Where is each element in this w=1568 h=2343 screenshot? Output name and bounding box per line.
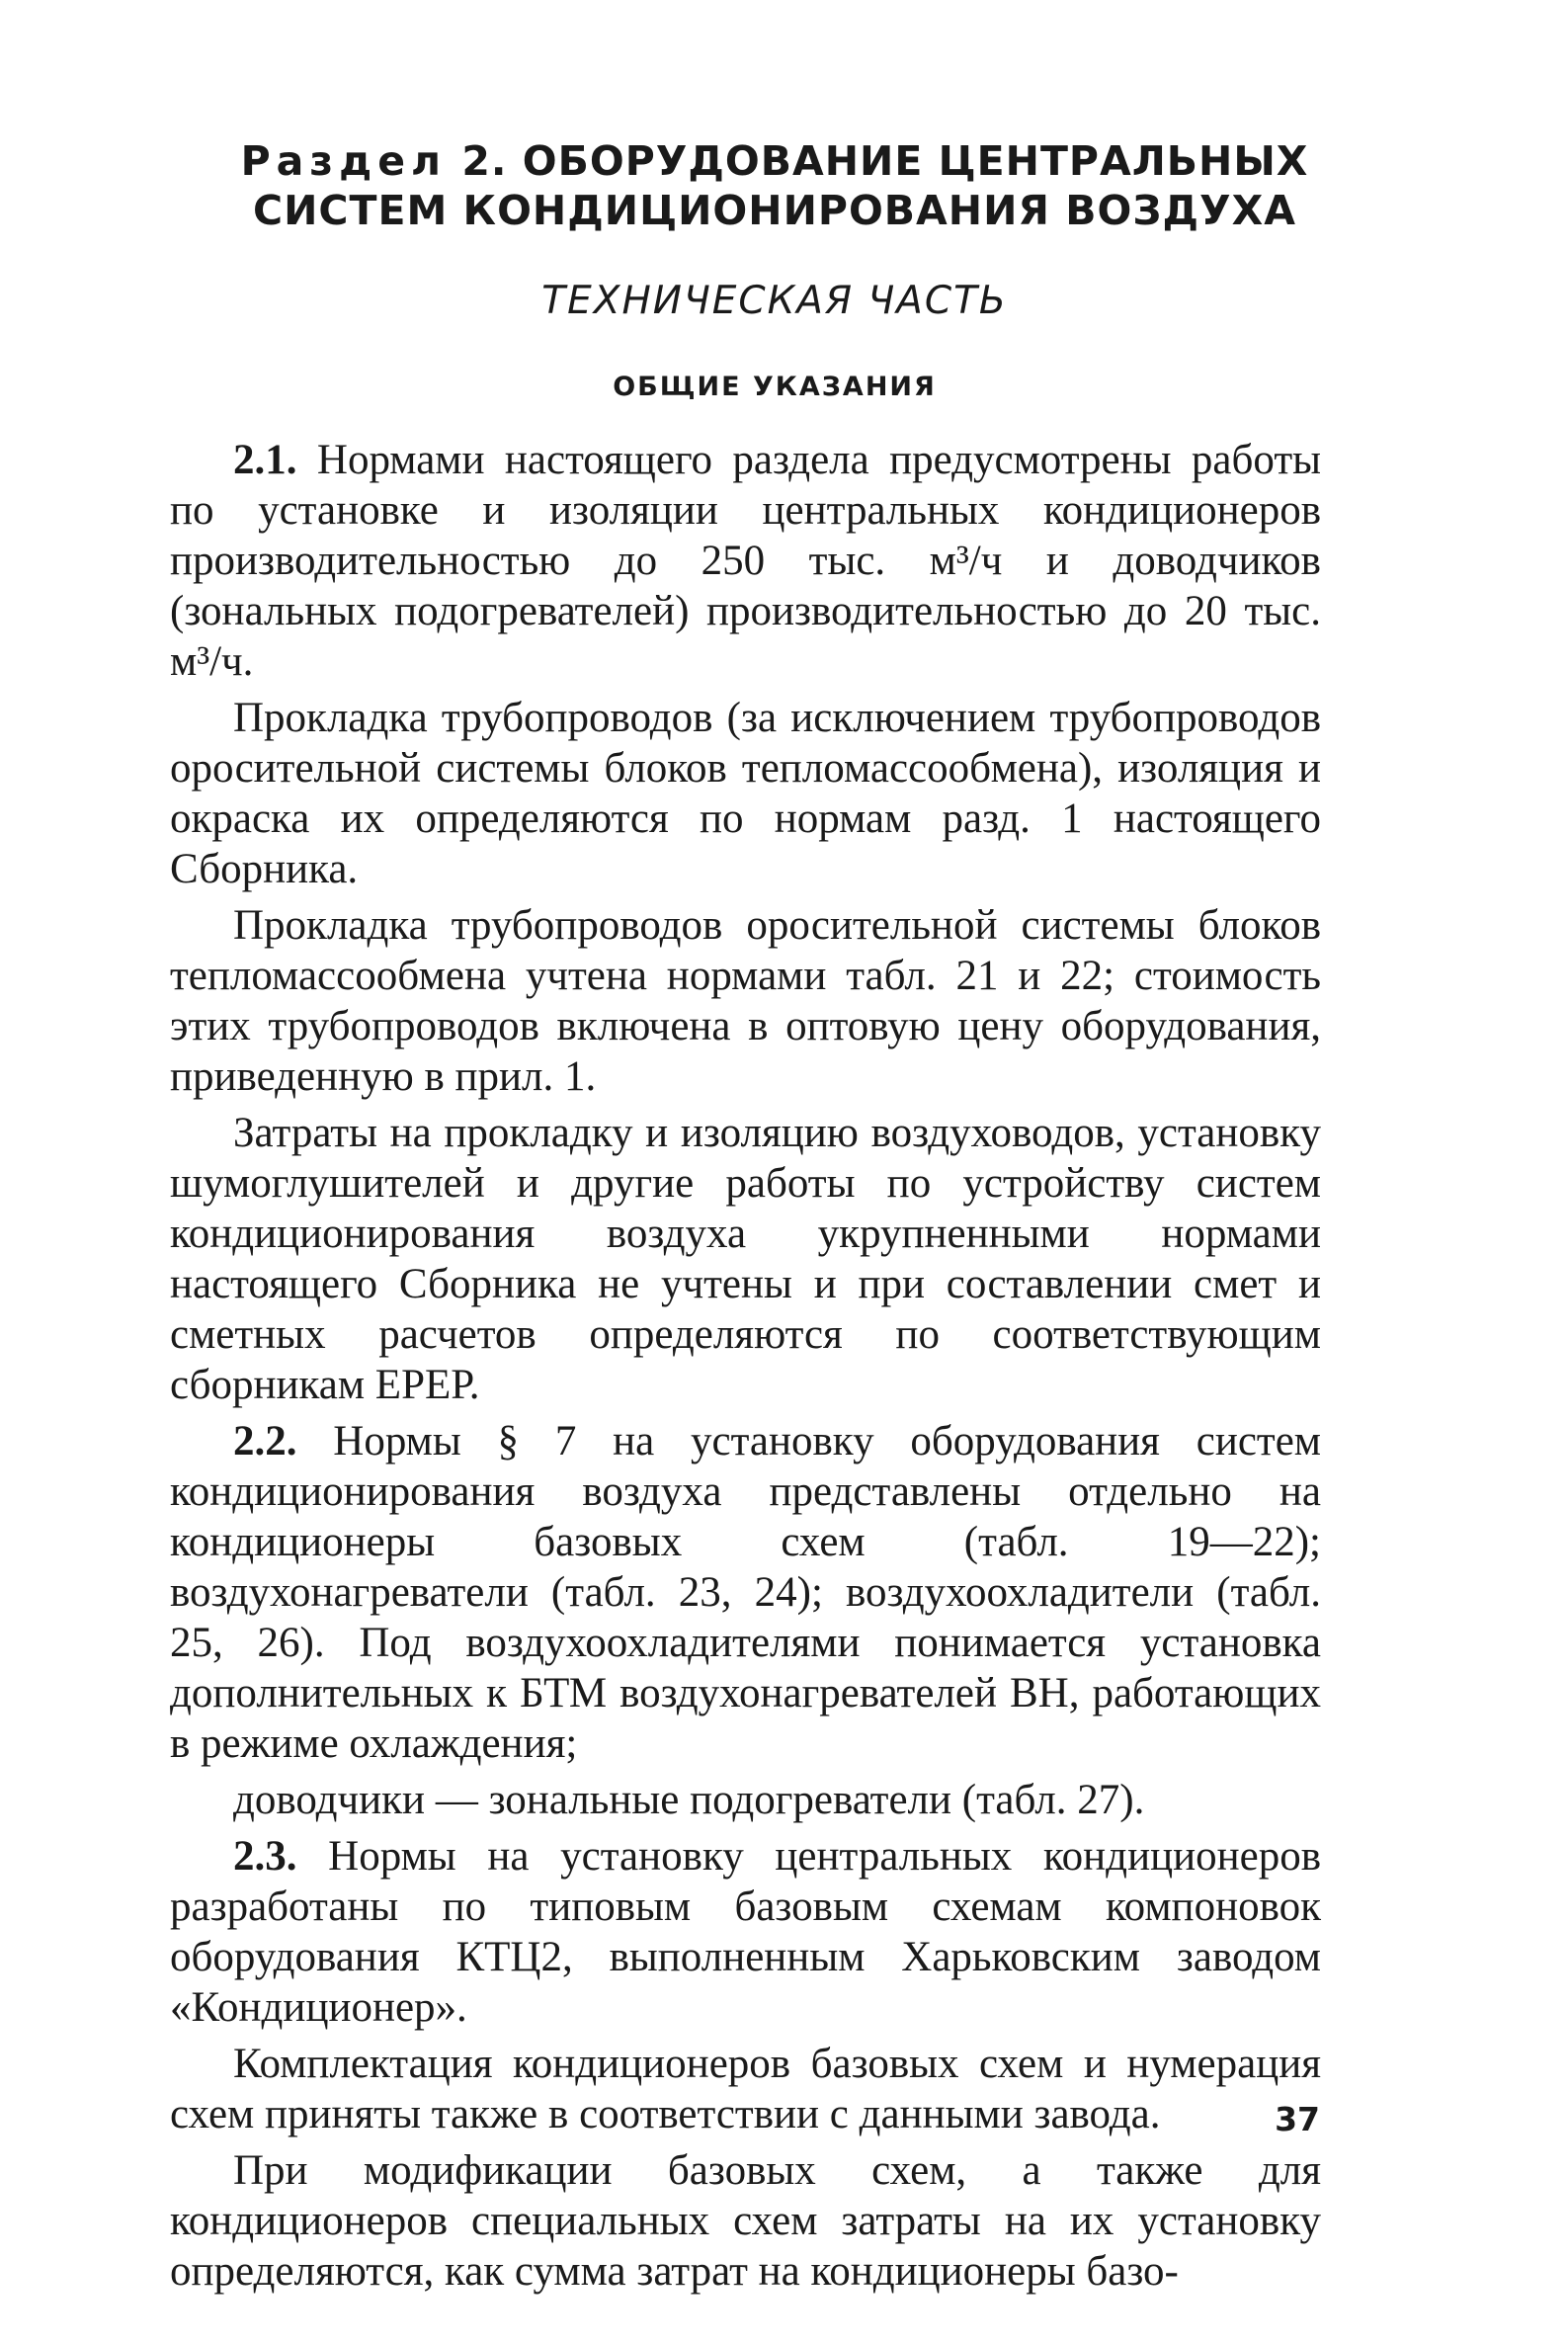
section-title-rest: 2. ОБОРУДОВАНИЕ ЦЕНТРАЛЬНЫХ (447, 137, 1309, 185)
page-number: 37 (1275, 2100, 1320, 2138)
part-title: ТЕХНИЧЕСКАЯ ЧАСТЬ (541, 279, 1008, 323)
section-heading-line-1 (211, 136, 1338, 186)
paragraph-text: Нормы § 7 на установку оборудования систем кондиционирования воздуха представлены отдельно на кондиционеры базовых схем (табл. 19—22); воздухонагреватели (табл. 23, 24); воздухоохладители (табл. 25, 26). Под воздухоохладителями понимается установка дополнительных к БТМ воздухонагревателей ВН, работающих в режиме охлаждения; (170, 1418, 1321, 1767)
paragraph (170, 900, 1321, 1102)
paragraph-number: 2.2. (233, 1418, 297, 1464)
paragraph (170, 693, 1321, 894)
section-heading-line-2: СИСТЕМ КОНДИЦИОНИРОВАНИЯ ВОЗДУХА (253, 187, 1296, 234)
paragraph-2-1 (170, 435, 1321, 687)
paragraph-2-3 (170, 1831, 1321, 2033)
paragraph-2-2 (170, 1416, 1321, 1769)
paragraph-text: доводчики — зональные подогреватели (табл. 27). (233, 1777, 1145, 1823)
paragraph (170, 1775, 1321, 1825)
subheading: ОБЩИЕ УКАЗАНИЯ (613, 372, 937, 402)
paragraph (170, 2145, 1321, 2297)
paragraph-text: Прокладка трубопроводов (за исключением трубопроводов оросительной системы блоков тепломассообмена), изоляция и окраска их определяются по нормам разд. 1 настоящего Сборника. (170, 695, 1321, 892)
paragraph-text: Нормами настоящего раздела предусмотрены работы по установке и изоляции центральных кондиционеров производительностью до 250 тыс. м³/ч и доводчиков (зональных подогревателей) производительностью до 20 тыс. м³/ч. (170, 437, 1321, 685)
paragraph-text: Нормы на установку центральных кондиционеров разработаны по типовым базовым схемам компоновок оборудования КТЦ2, выполненным Харьковским заводом «Кондиционер». (170, 1833, 1321, 2031)
paragraph-text: При модификации базовых схем, а также для кондиционеров специальных схем затраты на их установку определяются, как сумма затрат на кондиционеры базо- (170, 2147, 1321, 2295)
paragraph-number: 2.1. (233, 437, 297, 483)
paragraph (170, 1108, 1321, 1410)
section-heading (211, 136, 1338, 235)
body-text (170, 435, 1321, 2302)
paragraph-text: Прокладка трубопроводов оросительной системы блоков тепломассообмена учтена нормами табл. 21 и 22; стоимость этих трубопроводов включена в оптовую цену оборудования, приведенную в прил. 1. (170, 902, 1321, 1100)
paragraph-number: 2.3. (233, 1833, 297, 1880)
section-prefix: Раздел (240, 137, 448, 185)
paragraph-text: Затраты на прокладку и изоляцию воздуховодов, установку шумоглушителей и другие работы по устройству систем кондиционирования воздуха укрупненными нормами настоящего Сборника не учтены и при составлении смет и сметных расчетов определяются по соответствующим сборникам ЕРЕР. (170, 1110, 1321, 1408)
paragraph-text: Комплектация кондиционеров базовых схем и нумерация схем приняты также в соответствии с данными завода. (170, 2041, 1321, 2137)
paragraph (170, 2039, 1321, 2139)
